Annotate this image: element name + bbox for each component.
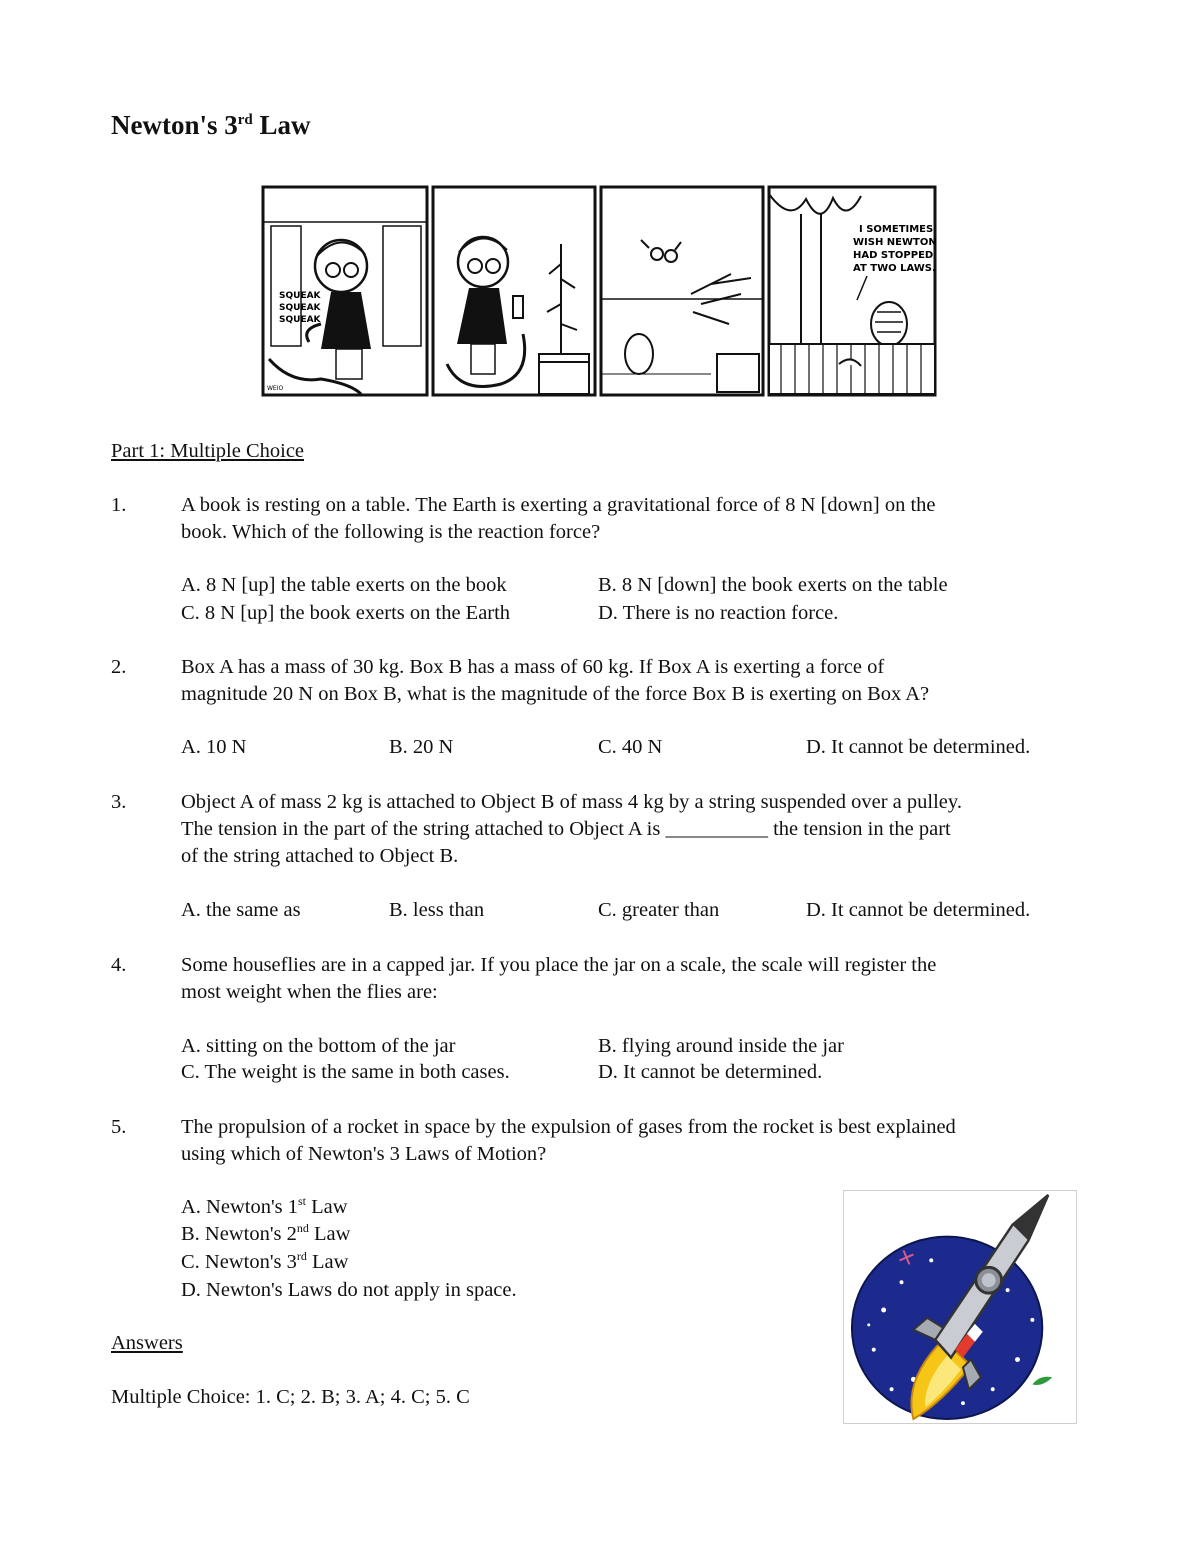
comic-sound-line1: SQUEAK [279, 291, 321, 301]
comic-panel-2 [433, 187, 595, 395]
question-1-choice-c: C. 8 N [up] the book exerts on the Earth [181, 602, 511, 624]
answers-text: Multiple Choice: 1. C; 2. B; 3. A; 4. C; 5. C [111, 1386, 470, 1408]
comic-speech-line4: AT TWO LAWS. [853, 263, 936, 274]
comic-panel-4 [769, 187, 937, 395]
question-4-text: Some houseflies are in a capped jar. If you place the jar on a scale, the scale will register the most weight when the flies are: [181, 954, 937, 1003]
question-5-choice-b: B. Newton's 2nd Law [181, 1221, 351, 1245]
question-1-choice-d: D. There is no reaction force. [598, 602, 839, 624]
comic-panel-3 [601, 187, 763, 395]
comic-speech-line1: I SOMETIMES [859, 224, 934, 235]
question-1-text: A book is resting on a table. The Earth is exerting a gravitational force of 8 N [down] on the book. Which of the following is the reaction force? [181, 494, 936, 543]
question-4-choice-c: C. The weight is the same in both cases. [181, 1061, 510, 1083]
question-2-choice-c: C. 40 N [598, 736, 663, 758]
comic-speech-line3: HAD STOPPED [853, 250, 934, 261]
question-5-choice-c: C. Newton's 3rd Law [181, 1249, 349, 1273]
comic-signature: WEIO [267, 385, 284, 392]
question-2-number: 2. [111, 656, 127, 678]
question-1-number: 1. [111, 494, 127, 516]
section-heading: Part 1: Multiple Choice [111, 440, 305, 462]
question-2-choice-b: B. 20 N [389, 736, 454, 758]
question-3-number: 3. [111, 791, 127, 813]
question-4-choice-b: B. flying around inside the jar [598, 1035, 844, 1057]
comic-strip [261, 184, 937, 398]
page-title: Newton's 3rd Law [111, 110, 311, 140]
question-5-choice-a: A. Newton's 1st Law [181, 1194, 348, 1218]
question-4-number: 4. [111, 954, 127, 976]
question-3-choice-b: B. less than [389, 899, 485, 921]
comic-sound-line3: SQUEAK [279, 315, 321, 325]
question-5-text: The propulsion of a rocket in space by the expulsion of gases from the rocket is best explained using which of Newton's 3 Laws of Motion? [181, 1116, 956, 1165]
question-3-text: Object A of mass 2 kg is attached to Object B of mass 4 kg by a string suspended over a pulley. The tension in the part of the string attached to Object A is __________ the tension in the part of the string attached to Object B. [181, 791, 962, 867]
question-1-choice-b: B. 8 N [down] the book exerts on the table [598, 574, 948, 596]
question-2-choice-d: D. It cannot be determined. [806, 736, 1031, 758]
question-2-text: Box A has a mass of 30 kg. Box B has a mass of 60 kg. If Box A is exerting a force of magnitude 20 N on Box B, what is the magnitude of the force Box B is exerting on Box A? [181, 656, 930, 705]
question-5-choice-d: D. Newton's Laws do not apply in space. [181, 1279, 517, 1301]
question-4-choice-a: A. sitting on the bottom of the jar [181, 1035, 456, 1057]
question-3-choice-c: C. greater than [598, 899, 720, 921]
question-3-choice-a: A. the same as [181, 899, 301, 921]
comic-panel-1 [263, 187, 427, 395]
comic-speech-line2: WISH NEWTON [853, 237, 937, 248]
question-1-choice-a: A. 8 N [up] the table exerts on the book [181, 574, 507, 596]
question-2-choice-a: A. 10 N [181, 736, 247, 758]
question-3-choice-d: D. It cannot be determined. [806, 899, 1031, 921]
question-4-choice-d: D. It cannot be determined. [598, 1061, 823, 1083]
comic-sound-line2: SQUEAK [279, 303, 321, 313]
rocket-illustration [843, 1190, 1077, 1424]
answers-heading: Answers [111, 1332, 183, 1354]
question-5-number: 5. [111, 1116, 127, 1138]
